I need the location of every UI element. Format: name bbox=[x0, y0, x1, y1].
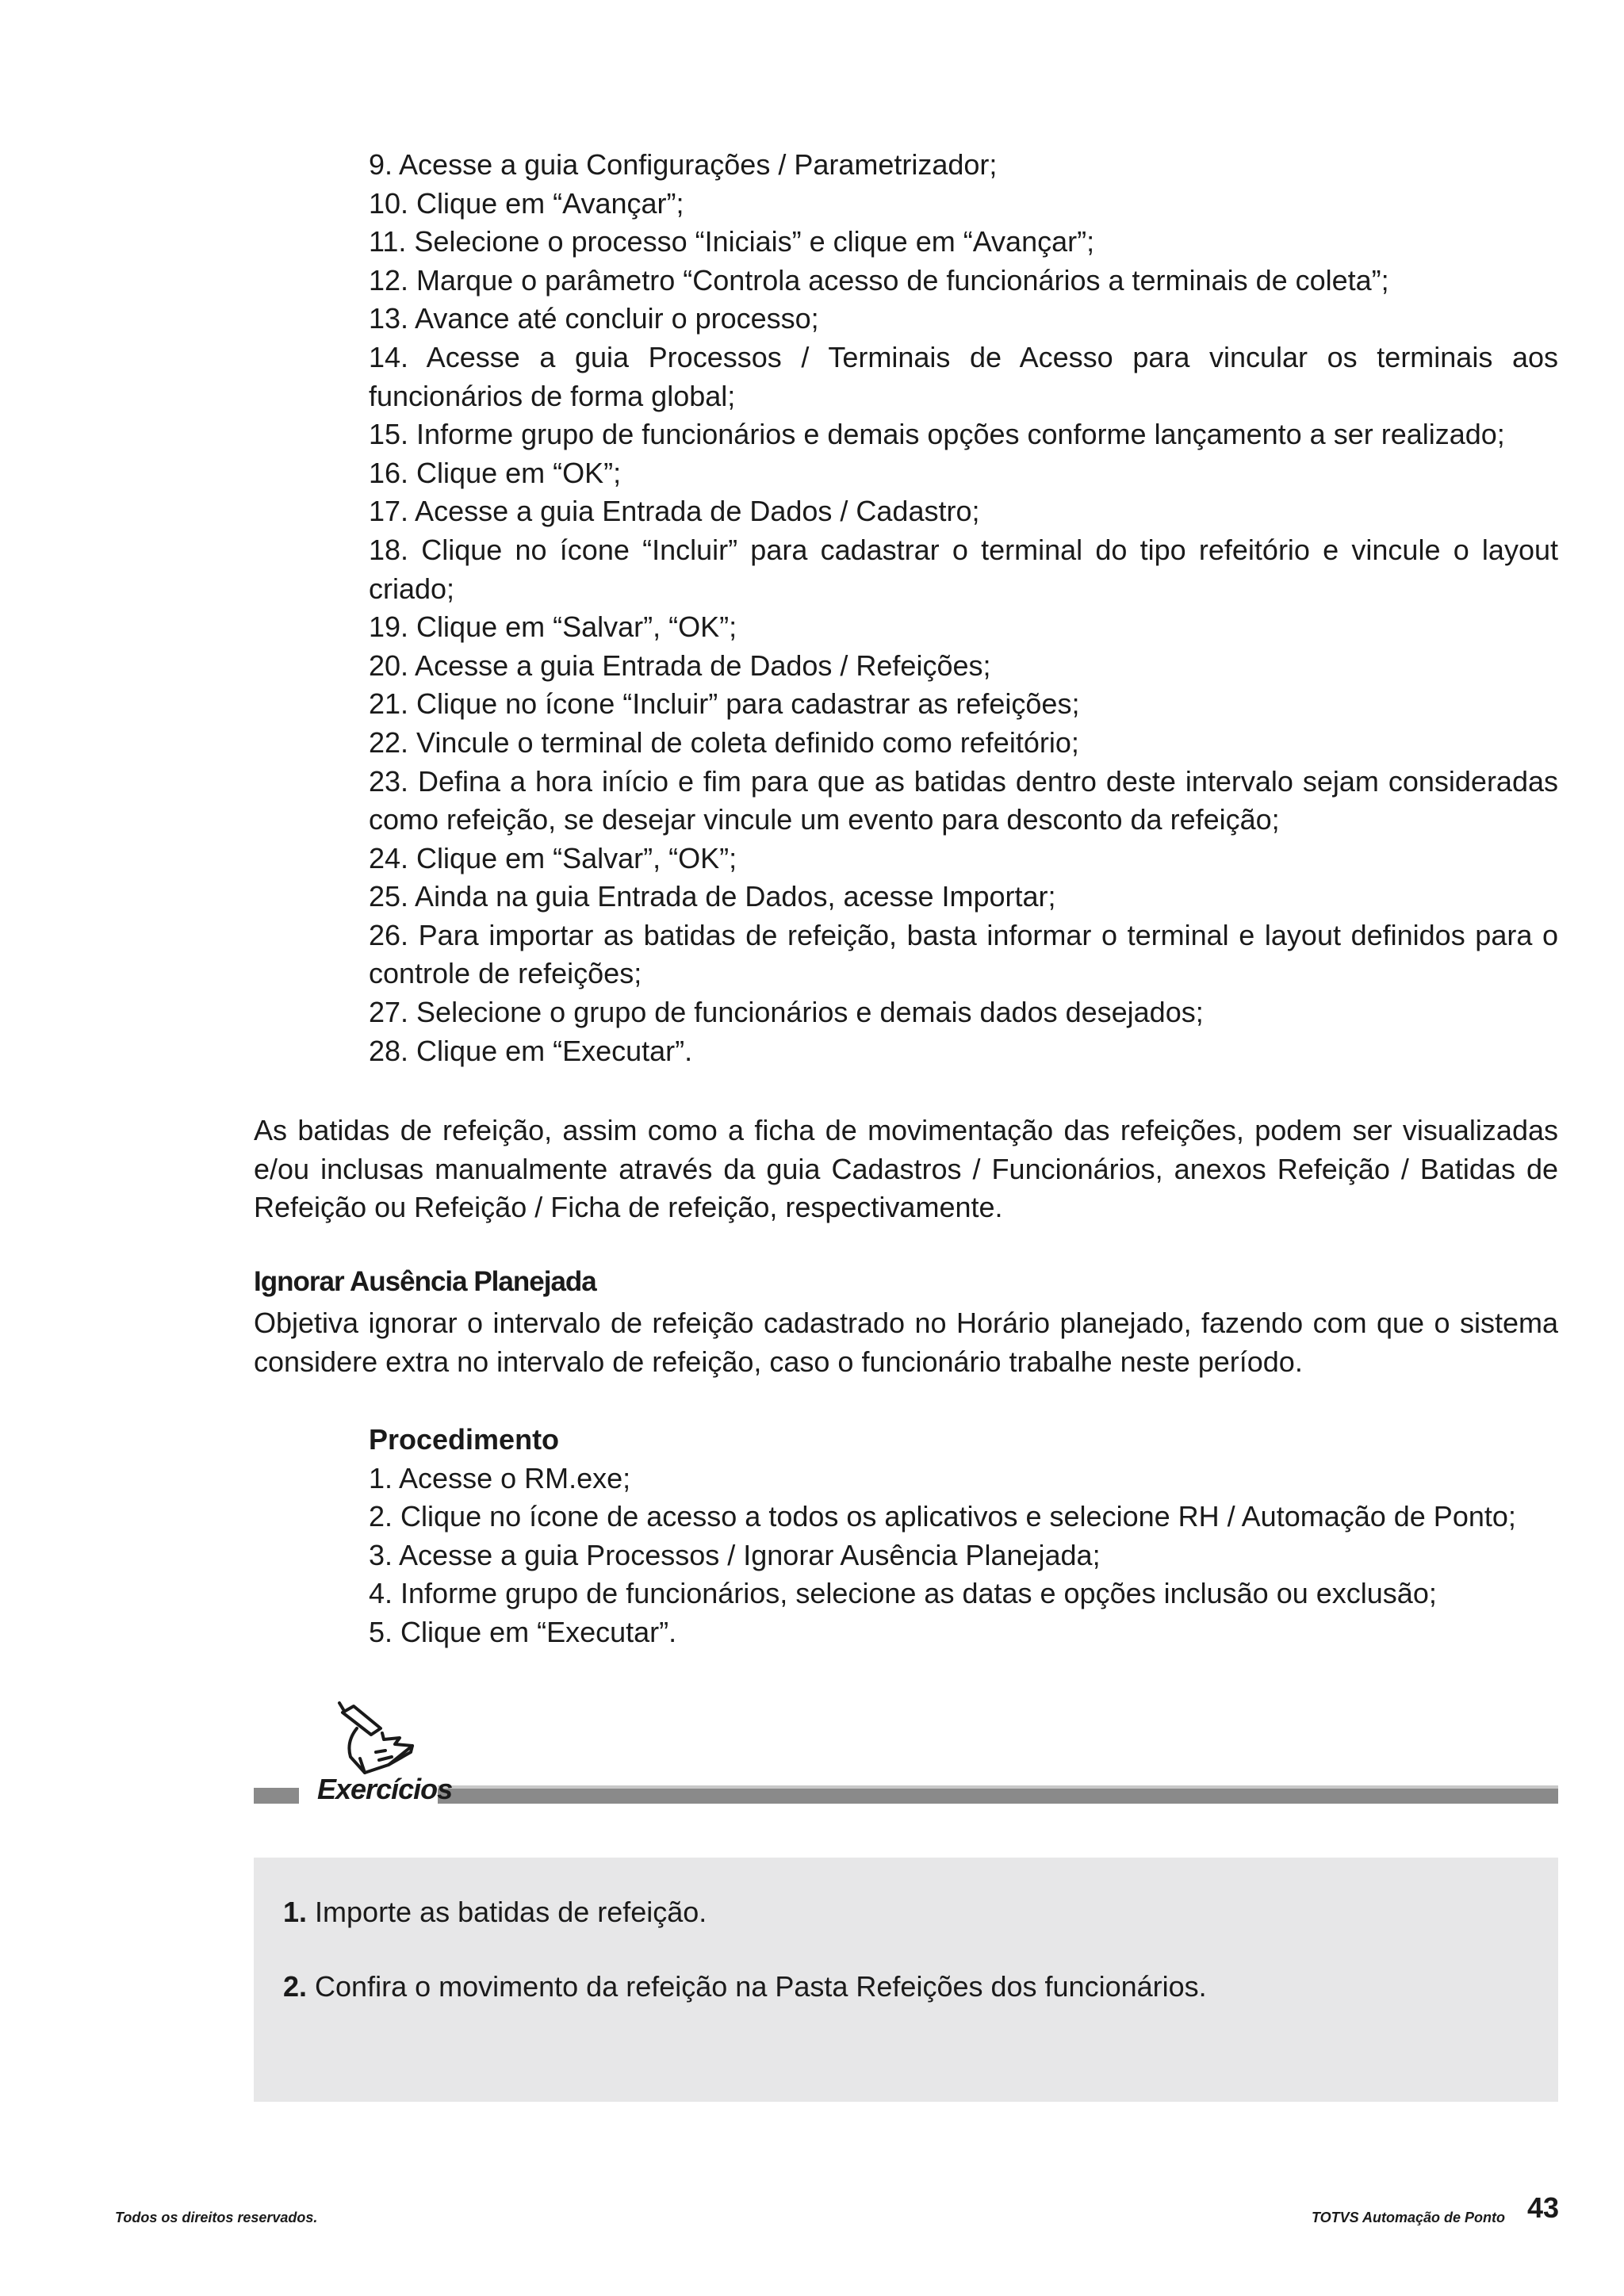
step-9: 9. Acesse a guia Configurações / Parametrizador; bbox=[369, 148, 998, 181]
step-18: 18. Clique no ícone “Incluir” para cadastrar o terminal do tipo refeitório e vincule o layout criado; bbox=[369, 533, 1558, 605]
exercicio-item-1 bbox=[283, 1896, 707, 1929]
step-22: 22. Vincule o terminal de coleta definido como refeitório; bbox=[369, 725, 1079, 759]
exercicio-text: Confira o movimento da refeição na Pasta Refeições dos funcionários. bbox=[307, 1970, 1207, 2003]
procedimento-title: Procedimento bbox=[369, 1423, 560, 1456]
step-24: 24. Clique em “Salvar”, “OK”; bbox=[369, 841, 737, 874]
page-number: 43 bbox=[1526, 2191, 1559, 2224]
steps-list bbox=[369, 146, 1558, 1070]
batidas-paragraph: As batidas de refeição, assim como a ficha de movimentação das refeições, podem ser visualizadas e/ou inclusas manualmente através da guia Cadastros / Funcionários, anexos Refeição / Batidas de Refeição ou Refeição / Ficha de refeição, respectivamente. bbox=[254, 1114, 1558, 1223]
procedimento-block bbox=[369, 1421, 1558, 1651]
exercicio-number: 1. bbox=[283, 1896, 308, 1928]
step-27: 27. Selecione o grupo de funcionários e demais dados desejados; bbox=[369, 996, 1204, 1029]
writing-hand-icon bbox=[333, 1697, 420, 1780]
step-28: 28. Clique em “Executar”. bbox=[369, 1034, 693, 1067]
exercicios-title: Exercícios bbox=[317, 1773, 453, 1805]
exercicio-text: Importe as batidas de refeição. bbox=[307, 1896, 707, 1928]
step-19: 19. Clique em “Salvar”, “OK”; bbox=[369, 610, 737, 644]
exercicios-bar-right bbox=[438, 1785, 1558, 1804]
exercicios-box bbox=[254, 1858, 1558, 2102]
step-25: 25. Ainda na guia Entrada de Dados, acesse Importar; bbox=[369, 880, 1056, 913]
footer-title: TOTVS Automação de Ponto bbox=[1311, 2210, 1505, 2225]
step-11: 11. Selecione o processo “Iniciais” e clique em “Avançar”; bbox=[369, 225, 1095, 258]
procedimento-step-4: 4. Informe grupo de funcionários, selecione as datas e opções inclusão ou exclusão; bbox=[369, 1577, 1437, 1609]
step-16: 16. Clique em “OK”; bbox=[369, 456, 622, 489]
step-10: 10. Clique em “Avançar”; bbox=[369, 186, 684, 220]
step-15: 15. Informe grupo de funcionários e demais opções conforme lançamento a ser realizado; bbox=[369, 418, 1505, 451]
step-23: 23. Defina a hora início e fim para que as batidas dentro deste intervalo sejam consideradas como refeição, se desejar vincule um evento para desconto da refeição; bbox=[369, 764, 1558, 836]
step-13: 13. Avance até concluir o processo; bbox=[369, 302, 819, 335]
exercicio-item-2 bbox=[283, 1970, 1207, 2003]
footer-copyright: Todos os direitos reservados. bbox=[115, 2210, 318, 2225]
section-heading: Ignorar Ausência Planejada bbox=[254, 1266, 596, 1297]
procedimento-step-3: 3. Acesse a guia Processos / Ignorar Ausência Planejada; bbox=[369, 1538, 1101, 1571]
step-12: 12. Marque o parâmetro “Controla acesso de funcionários a terminais de coleta”; bbox=[369, 263, 1389, 297]
section-paragraph: Objetiva ignorar o intervalo de refeição cadastrado no Horário planejado, fazendo com que o sistema considere extra no intervalo de refeição, caso o funcionário trabalhe neste período. bbox=[254, 1307, 1558, 1378]
step-26: 26. Para importar as batidas de refeição, basta informar o terminal e layout definidos para o controle de refeições; bbox=[369, 918, 1558, 990]
procedimento-step-2: 2. Clique no ícone de acesso a todos os aplicativos e selecione RH / Automação de Ponto; bbox=[369, 1500, 1516, 1533]
step-21: 21. Clique no ícone “Incluir” para cadastrar as refeições; bbox=[369, 687, 1080, 721]
procedimento-step-5: 5. Clique em “Executar”. bbox=[369, 1615, 677, 1648]
step-17: 17. Acesse a guia Entrada de Dados / Cadastro; bbox=[369, 495, 980, 528]
step-20: 20. Acesse a guia Entrada de Dados / Refeições; bbox=[369, 649, 991, 682]
exercicios-bar-left bbox=[254, 1788, 299, 1804]
exercicio-number: 2. bbox=[283, 1970, 308, 2003]
step-14: 14. Acesse a guia Processos / Terminais de Acesso para vincular os terminais aos funcionários de forma global; bbox=[369, 340, 1558, 412]
procedimento-step-1: 1. Acesse o RM.exe; bbox=[369, 1461, 631, 1494]
